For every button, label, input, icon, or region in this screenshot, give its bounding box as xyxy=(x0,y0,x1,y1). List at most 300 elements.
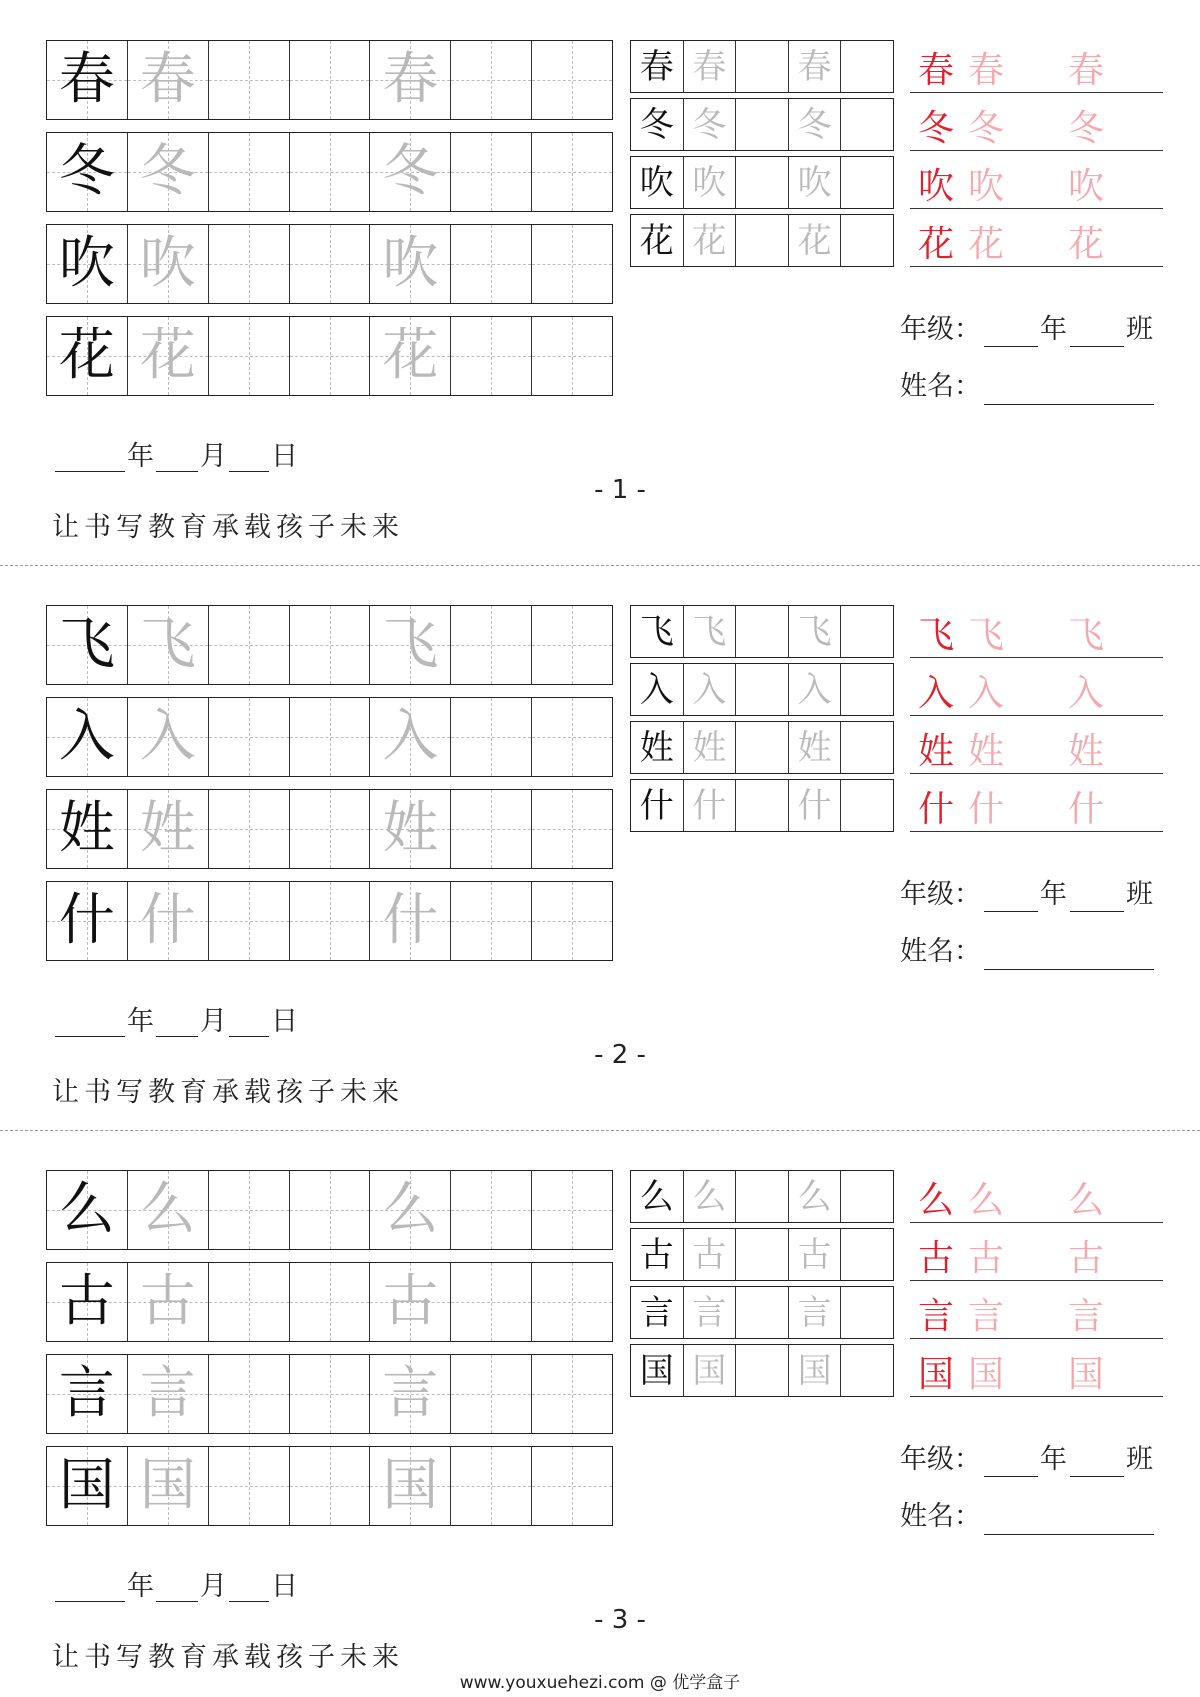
small-grid-cell[interactable] xyxy=(735,1287,788,1338)
model-character: 入 xyxy=(639,669,674,710)
pink-trace-character: 什 xyxy=(1068,789,1105,830)
red-model-character: 言 xyxy=(918,1296,955,1337)
tian-grid-cell[interactable] xyxy=(450,1447,531,1525)
page-number: - 1 - xyxy=(594,475,646,505)
tian-grid-cell[interactable] xyxy=(369,133,450,211)
red-model-character: 春 xyxy=(918,50,955,91)
small-grid-cell[interactable] xyxy=(840,41,893,92)
tian-grid-cell[interactable] xyxy=(531,1355,612,1433)
red-writing-line[interactable] xyxy=(910,46,1163,93)
tian-grid-cell[interactable] xyxy=(208,133,289,211)
name-blank[interactable] xyxy=(984,1534,1154,1535)
date-day-label: 日 xyxy=(271,1571,298,1602)
tian-grid-cell[interactable] xyxy=(127,1171,208,1249)
tian-grid-cell[interactable] xyxy=(208,1171,289,1249)
red-writing-line[interactable] xyxy=(910,611,1163,658)
date-year-blank[interactable] xyxy=(55,471,125,472)
small-grid-cell[interactable] xyxy=(683,664,736,715)
tian-grid-cell[interactable] xyxy=(531,606,612,684)
tian-grid-cell[interactable] xyxy=(47,317,127,395)
large-grid-row xyxy=(46,40,613,120)
tian-grid-cell[interactable] xyxy=(369,41,450,119)
red-writing-line[interactable] xyxy=(910,1292,1163,1339)
trace-character: 春 xyxy=(692,46,727,87)
tian-grid-cell[interactable] xyxy=(531,41,612,119)
tian-grid-cell[interactable] xyxy=(531,225,612,303)
trace-character: 古 xyxy=(139,1269,196,1334)
name-label: 姓名： xyxy=(900,936,981,967)
tian-grid-cell[interactable] xyxy=(127,1447,208,1525)
tian-grid-cell[interactable] xyxy=(47,1263,127,1341)
small-grid-cell[interactable] xyxy=(683,780,736,831)
tian-grid-cell[interactable] xyxy=(47,606,127,684)
pink-trace-character: 姓 xyxy=(968,731,1005,772)
small-grid-cell[interactable] xyxy=(631,157,683,208)
model-character: 花 xyxy=(639,220,674,261)
pink-trace-character: 吹 xyxy=(1068,166,1105,207)
class-blank[interactable] xyxy=(1070,1476,1124,1477)
small-grid-cell[interactable] xyxy=(840,1229,893,1280)
trace-character: 姓 xyxy=(797,727,832,768)
trace-character: 什 xyxy=(139,888,196,953)
model-character: 言 xyxy=(639,1292,674,1333)
date-day-label: 日 xyxy=(271,1006,298,1037)
large-grid-row xyxy=(46,1354,613,1434)
trace-character: 吹 xyxy=(139,231,196,296)
tian-grid-cell[interactable] xyxy=(369,882,450,960)
tian-grid-cell[interactable] xyxy=(450,225,531,303)
tian-grid-cell[interactable] xyxy=(127,606,208,684)
small-grid-cell[interactable] xyxy=(840,722,893,773)
red-writing-line[interactable] xyxy=(910,785,1163,832)
tian-grid-cell[interactable] xyxy=(289,41,370,119)
trace-character: 入 xyxy=(382,704,439,769)
large-grid-row xyxy=(46,1446,613,1526)
small-grid-cell[interactable] xyxy=(631,41,683,92)
small-grid-cell[interactable] xyxy=(683,1171,736,1222)
tian-grid-cell[interactable] xyxy=(208,606,289,684)
small-grid-row xyxy=(630,779,894,832)
small-grid-row xyxy=(630,1286,894,1339)
trace-character: 花 xyxy=(382,323,439,388)
large-grid-row xyxy=(46,605,613,685)
small-grid-cell[interactable] xyxy=(631,99,683,150)
tian-grid-cell[interactable] xyxy=(47,1447,127,1525)
trace-character: 春 xyxy=(382,47,439,112)
small-grid-cell[interactable] xyxy=(735,1345,788,1396)
trace-character: 春 xyxy=(797,46,832,87)
small-grid-cell[interactable] xyxy=(840,1171,893,1222)
small-grid-row xyxy=(630,721,894,774)
tian-grid-cell[interactable] xyxy=(47,698,127,776)
model-character: 吹 xyxy=(639,162,674,203)
tian-grid-cell[interactable] xyxy=(369,1447,450,1525)
class-blank[interactable] xyxy=(1070,346,1124,347)
small-grid-cell[interactable] xyxy=(788,780,841,831)
grade-year-blank[interactable] xyxy=(984,1476,1038,1477)
trace-character: 言 xyxy=(692,1292,727,1333)
small-grid-cell[interactable] xyxy=(788,1345,841,1396)
tian-grid-cell[interactable] xyxy=(289,1263,370,1341)
date-month-label: 月 xyxy=(200,1571,227,1602)
model-character: 姓 xyxy=(639,727,674,768)
small-grid-row xyxy=(630,1228,894,1281)
small-grid-cell[interactable] xyxy=(735,157,788,208)
tian-grid-cell[interactable] xyxy=(127,225,208,303)
model-character: 国 xyxy=(639,1350,674,1391)
small-grid-cell[interactable] xyxy=(788,1229,841,1280)
red-writing-line[interactable] xyxy=(910,162,1163,209)
tian-grid-cell[interactable] xyxy=(127,317,208,395)
small-grid-row xyxy=(630,214,894,267)
trace-character: 国 xyxy=(797,1350,832,1391)
date-month-label: 月 xyxy=(200,441,227,472)
tian-grid-cell[interactable] xyxy=(531,882,612,960)
date-day-blank[interactable] xyxy=(229,1036,269,1037)
tian-grid-cell[interactable] xyxy=(531,698,612,776)
name-label: 姓名： xyxy=(900,1501,981,1532)
page-divider xyxy=(0,565,1200,566)
page-number: - 2 - xyxy=(594,1040,646,1070)
pink-trace-character: 吹 xyxy=(968,166,1005,207)
small-grid-cell[interactable] xyxy=(683,157,736,208)
date-month-blank[interactable] xyxy=(156,471,198,472)
small-grid-cell[interactable] xyxy=(840,215,893,266)
tian-grid-cell[interactable] xyxy=(531,317,612,395)
pink-trace-character: 春 xyxy=(1068,50,1105,91)
tian-grid-cell[interactable] xyxy=(208,1447,289,1525)
tian-grid-cell[interactable] xyxy=(289,317,370,395)
trace-character: 飞 xyxy=(797,611,832,652)
tian-grid-cell[interactable] xyxy=(208,1355,289,1433)
motto-text: 让书写教育承载孩子未来 xyxy=(52,1077,404,1108)
pink-trace-character: 言 xyxy=(1068,1296,1105,1337)
date-day-blank[interactable] xyxy=(229,471,269,472)
pink-trace-character: 入 xyxy=(968,673,1005,714)
small-grid-cell[interactable] xyxy=(735,1229,788,1280)
class-label: 班 xyxy=(1126,1444,1153,1475)
tian-grid-cell[interactable] xyxy=(47,882,127,960)
tian-grid-cell[interactable] xyxy=(369,317,450,395)
small-grid-cell[interactable] xyxy=(788,722,841,773)
tian-grid-cell[interactable] xyxy=(369,1171,450,1249)
tian-grid-cell[interactable] xyxy=(450,882,531,960)
small-grid-cell[interactable] xyxy=(735,41,788,92)
tian-grid-cell[interactable] xyxy=(289,133,370,211)
tian-grid-cell[interactable] xyxy=(47,133,127,211)
small-grid-cell[interactable] xyxy=(631,606,683,657)
tian-grid-cell[interactable] xyxy=(369,1263,450,1341)
tian-grid-cell[interactable] xyxy=(47,41,127,119)
worksheet-page xyxy=(0,0,1200,565)
trace-character: 什 xyxy=(797,785,832,826)
model-character: 飞 xyxy=(58,612,115,677)
small-grid-cell[interactable] xyxy=(840,99,893,150)
small-grid-cell[interactable] xyxy=(683,1229,736,1280)
small-grid-row xyxy=(630,663,894,716)
tian-grid-cell[interactable] xyxy=(289,225,370,303)
pink-trace-character: 言 xyxy=(968,1296,1005,1337)
tian-grid-cell[interactable] xyxy=(450,133,531,211)
red-writing-line[interactable] xyxy=(910,727,1163,774)
tian-grid-cell[interactable] xyxy=(127,882,208,960)
red-model-character: 入 xyxy=(918,673,955,714)
date-day-label: 日 xyxy=(271,441,298,472)
small-grid-row xyxy=(630,156,894,209)
small-grid-row xyxy=(630,40,894,93)
red-writing-line[interactable] xyxy=(910,104,1163,151)
trace-character: 国 xyxy=(139,1453,196,1518)
trace-character: 入 xyxy=(797,669,832,710)
red-writing-line[interactable] xyxy=(910,669,1163,716)
small-grid-row xyxy=(630,98,894,151)
date-month-blank[interactable] xyxy=(156,1601,198,1602)
tian-grid-cell[interactable] xyxy=(127,133,208,211)
pink-trace-character: 冬 xyxy=(1068,108,1105,149)
small-grid-cell[interactable] xyxy=(631,664,683,715)
small-grid-cell[interactable] xyxy=(840,1287,893,1338)
trace-character: 吹 xyxy=(692,162,727,203)
large-grid-row xyxy=(46,697,613,777)
small-grid-cell[interactable] xyxy=(788,606,841,657)
name-blank[interactable] xyxy=(984,404,1154,405)
model-character: 国 xyxy=(58,1453,115,1518)
tian-grid-cell[interactable] xyxy=(450,606,531,684)
grade-label: 年级： xyxy=(900,1444,981,1475)
trace-character: 么 xyxy=(382,1177,439,1242)
small-grid-cell[interactable] xyxy=(683,41,736,92)
small-grid-cell[interactable] xyxy=(683,1287,736,1338)
tian-grid-cell[interactable] xyxy=(208,225,289,303)
small-grid-cell[interactable] xyxy=(788,41,841,92)
model-character: 言 xyxy=(58,1361,115,1426)
name-blank[interactable] xyxy=(984,969,1154,970)
pink-trace-character: 飞 xyxy=(968,615,1005,656)
red-writing-line[interactable] xyxy=(910,1234,1163,1281)
small-grid-cell[interactable] xyxy=(735,664,788,715)
tian-grid-cell[interactable] xyxy=(289,1447,370,1525)
small-grid-cell[interactable] xyxy=(735,722,788,773)
small-grid-cell[interactable] xyxy=(631,780,683,831)
pink-trace-character: 古 xyxy=(1068,1238,1105,1279)
red-writing-line[interactable] xyxy=(910,220,1163,267)
pink-trace-character: 冬 xyxy=(968,108,1005,149)
tian-grid-cell[interactable] xyxy=(450,1263,531,1341)
footer-url: www.youxuehezi.com @ 优学盒子 xyxy=(459,1673,741,1693)
trace-character: 国 xyxy=(382,1453,439,1518)
small-grid-cell[interactable] xyxy=(683,215,736,266)
date-day-blank[interactable] xyxy=(229,1601,269,1602)
small-grid-cell[interactable] xyxy=(631,1287,683,1338)
trace-character: 飞 xyxy=(139,612,196,677)
pink-trace-character: 国 xyxy=(968,1354,1005,1395)
pink-trace-character: 么 xyxy=(1068,1180,1105,1221)
tian-grid-cell[interactable] xyxy=(531,1263,612,1341)
tian-grid-cell[interactable] xyxy=(47,1355,127,1433)
tian-grid-cell[interactable] xyxy=(369,606,450,684)
small-grid-cell[interactable] xyxy=(788,215,841,266)
grade-year-blank[interactable] xyxy=(984,346,1038,347)
tian-grid-cell[interactable] xyxy=(450,790,531,868)
large-grid-row xyxy=(46,1170,613,1250)
large-grid-row xyxy=(46,132,613,212)
model-character: 吹 xyxy=(58,231,115,296)
large-grid-row xyxy=(46,1262,613,1342)
tian-grid-cell[interactable] xyxy=(47,790,127,868)
pink-trace-character: 国 xyxy=(1068,1354,1105,1395)
tian-grid-cell[interactable] xyxy=(289,1355,370,1433)
grade-label: 年级： xyxy=(900,314,981,345)
date-year-blank[interactable] xyxy=(55,1036,125,1037)
small-grid-cell[interactable] xyxy=(788,99,841,150)
trace-character: 冬 xyxy=(797,104,832,145)
trace-character: 冬 xyxy=(139,139,196,204)
tian-grid-cell[interactable] xyxy=(369,698,450,776)
large-grid-row xyxy=(46,316,613,396)
tian-grid-cell[interactable] xyxy=(208,698,289,776)
class-label: 班 xyxy=(1126,879,1153,910)
small-grid-cell[interactable] xyxy=(735,606,788,657)
tian-grid-cell[interactable] xyxy=(289,790,370,868)
small-grid-cell[interactable] xyxy=(631,722,683,773)
tian-grid-cell[interactable] xyxy=(450,1355,531,1433)
date-year-blank[interactable] xyxy=(55,1601,125,1602)
motto-text: 让书写教育承载孩子未来 xyxy=(52,512,404,543)
small-grid-cell[interactable] xyxy=(840,664,893,715)
trace-character: 花 xyxy=(139,323,196,388)
model-character: 姓 xyxy=(58,796,115,861)
small-grid-row xyxy=(630,1170,894,1223)
pink-trace-character: 古 xyxy=(968,1238,1005,1279)
small-grid-cell[interactable] xyxy=(683,1345,736,1396)
small-grid-cell[interactable] xyxy=(840,1345,893,1396)
model-character: 古 xyxy=(58,1269,115,1334)
small-grid-cell[interactable] xyxy=(735,215,788,266)
tian-grid-cell[interactable] xyxy=(208,882,289,960)
red-model-character: 什 xyxy=(918,789,955,830)
small-grid-cell[interactable] xyxy=(788,1171,841,1222)
tian-grid-cell[interactable] xyxy=(208,790,289,868)
red-writing-line[interactable] xyxy=(910,1350,1163,1397)
small-grid-cell[interactable] xyxy=(683,722,736,773)
small-grid-cell[interactable] xyxy=(631,1171,683,1222)
tian-grid-cell[interactable] xyxy=(369,790,450,868)
red-model-character: 古 xyxy=(918,1238,955,1279)
tian-grid-cell[interactable] xyxy=(127,790,208,868)
small-grid-cell[interactable] xyxy=(840,157,893,208)
small-grid-cell[interactable] xyxy=(788,157,841,208)
trace-character: 古 xyxy=(692,1234,727,1275)
small-grid-row xyxy=(630,605,894,658)
red-model-character: 冬 xyxy=(918,108,955,149)
small-grid-cell[interactable] xyxy=(631,215,683,266)
tian-grid-cell[interactable] xyxy=(450,317,531,395)
class-blank[interactable] xyxy=(1070,911,1124,912)
trace-character: 国 xyxy=(692,1350,727,1391)
trace-character: 春 xyxy=(139,47,196,112)
tian-grid-cell[interactable] xyxy=(531,790,612,868)
trace-character: 冬 xyxy=(692,104,727,145)
tian-grid-cell[interactable] xyxy=(127,698,208,776)
large-grid-row xyxy=(46,224,613,304)
large-grid-row xyxy=(46,789,613,869)
pink-trace-character: 么 xyxy=(968,1180,1005,1221)
tian-grid-cell[interactable] xyxy=(208,1263,289,1341)
tian-grid-cell[interactable] xyxy=(208,41,289,119)
tian-grid-cell[interactable] xyxy=(369,1355,450,1433)
trace-character: 古 xyxy=(382,1269,439,1334)
page-divider xyxy=(0,1130,1200,1131)
tian-grid-cell[interactable] xyxy=(208,317,289,395)
tian-grid-cell[interactable] xyxy=(450,41,531,119)
trace-character: 花 xyxy=(692,220,727,261)
tian-grid-cell[interactable] xyxy=(127,41,208,119)
red-writing-line[interactable] xyxy=(910,1176,1163,1223)
small-grid-cell[interactable] xyxy=(735,99,788,150)
model-character: 么 xyxy=(58,1177,115,1242)
tian-grid-cell[interactable] xyxy=(289,1171,370,1249)
small-grid-cell[interactable] xyxy=(840,780,893,831)
tian-grid-cell[interactable] xyxy=(369,225,450,303)
tian-grid-cell[interactable] xyxy=(47,1171,127,1249)
trace-character: 么 xyxy=(139,1177,196,1242)
model-character: 什 xyxy=(58,888,115,953)
trace-character: 么 xyxy=(692,1176,727,1217)
worksheet-page xyxy=(0,565,1200,1130)
tian-grid-cell[interactable] xyxy=(289,698,370,776)
pink-trace-character: 飞 xyxy=(1068,615,1105,656)
model-character: 么 xyxy=(639,1176,674,1217)
small-grid-cell[interactable] xyxy=(735,1171,788,1222)
small-grid-cell[interactable] xyxy=(788,1287,841,1338)
tian-grid-cell[interactable] xyxy=(127,1355,208,1433)
trace-character: 什 xyxy=(692,785,727,826)
small-grid-cell[interactable] xyxy=(631,1345,683,1396)
small-grid-cell[interactable] xyxy=(735,780,788,831)
small-grid-cell[interactable] xyxy=(631,1229,683,1280)
tian-grid-cell[interactable] xyxy=(531,133,612,211)
pink-trace-character: 花 xyxy=(968,224,1005,265)
tian-grid-cell[interactable] xyxy=(47,225,127,303)
small-grid-cell[interactable] xyxy=(683,606,736,657)
small-grid-cell[interactable] xyxy=(840,606,893,657)
tian-grid-cell[interactable] xyxy=(127,1263,208,1341)
small-grid-cell[interactable] xyxy=(788,664,841,715)
date-year-label: 年 xyxy=(127,441,154,472)
date-month-blank[interactable] xyxy=(156,1036,198,1037)
tian-grid-cell[interactable] xyxy=(450,1171,531,1249)
model-character: 春 xyxy=(58,47,115,112)
tian-grid-cell[interactable] xyxy=(289,882,370,960)
grade-year-blank[interactable] xyxy=(984,911,1038,912)
trace-character: 古 xyxy=(797,1234,832,1275)
trace-character: 姓 xyxy=(382,796,439,861)
pink-trace-character: 姓 xyxy=(1068,731,1105,772)
trace-character: 飞 xyxy=(692,611,727,652)
red-model-character: 飞 xyxy=(918,615,955,656)
red-model-character: 么 xyxy=(918,1180,955,1221)
trace-character: 言 xyxy=(382,1361,439,1426)
model-character: 花 xyxy=(58,323,115,388)
tian-grid-cell[interactable] xyxy=(531,1171,612,1249)
date-year-label: 年 xyxy=(127,1006,154,1037)
pink-trace-character: 春 xyxy=(968,50,1005,91)
tian-grid-cell[interactable] xyxy=(531,1447,612,1525)
tian-grid-cell[interactable] xyxy=(289,606,370,684)
small-grid-row xyxy=(630,1344,894,1397)
tian-grid-cell[interactable] xyxy=(450,698,531,776)
small-grid-cell[interactable] xyxy=(683,99,736,150)
